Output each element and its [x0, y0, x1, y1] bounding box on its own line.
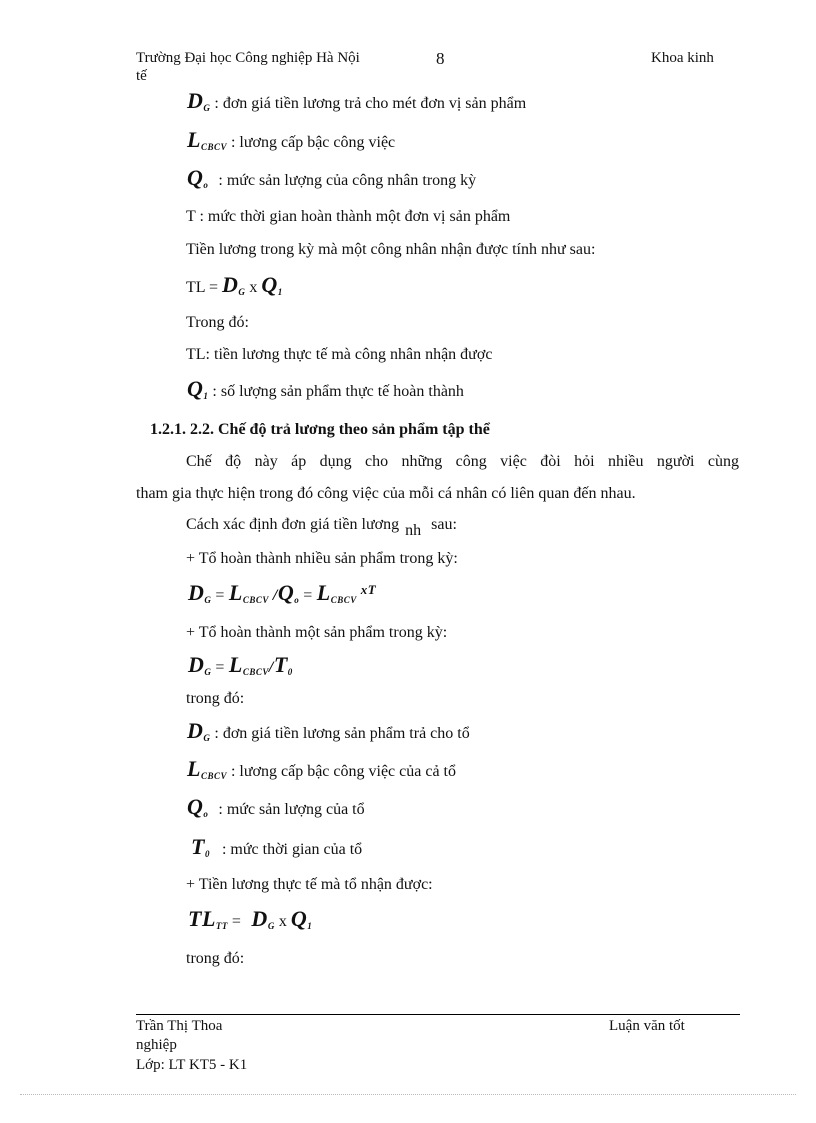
method-intro: [186, 516, 457, 539]
f1-l: $L_{CBCV}$: [228, 580, 269, 605]
case-2: + Tổ hoàn thành một sản phẩm trong kỳ:: [186, 624, 448, 641]
footer-thesis-cont: nghiệp: [136, 1037, 177, 1053]
dg-symbol: $D_G$: [187, 88, 211, 113]
def3-lcbcv-description: : lương cấp bậc công việc của cả tổ: [230, 763, 456, 780]
trong-do-1: Trong đó:: [186, 314, 249, 331]
footer-class: Lớp: LT KT5 - K1: [136, 1057, 248, 1073]
page-number: 8: [436, 49, 445, 68]
formula-1: [188, 580, 376, 606]
section-heading: 1.2.1. 2.2. Chế độ trả lương theo sản phẩm tập thể: [150, 421, 490, 438]
formula-tl-d: $D_G$: [221, 272, 246, 297]
tl-intro: Tiền lương trong kỳ mà một công nhân nhận được tính như sau:: [186, 241, 596, 258]
formula-tl: [186, 272, 283, 298]
f3-eq: =: [231, 913, 242, 930]
def-qo: [187, 165, 476, 191]
header-school: Trường Đại học Công nghiệp Hà Nội: [136, 50, 360, 66]
footer-author: Trần Thị Thoa: [136, 1018, 223, 1034]
formula-3: [188, 906, 312, 932]
f2-slash: /: [268, 659, 274, 676]
f1-l2: $L_{CBCV}$: [316, 580, 357, 605]
def3-lcbcv: [187, 756, 456, 782]
para-line-2: tham gia thực hiện trong đó công việc của mỗi cá nhân có liên quan đến nhau.: [136, 485, 636, 502]
formula-tl-times: x: [249, 279, 258, 296]
method-nh: nh: [405, 522, 422, 539]
def3-lcbcv-symbol: $L_{CBCV}$: [187, 756, 227, 781]
def3-qo-description: : mức sản lượng của tổ: [218, 801, 365, 818]
f1-eq: =: [215, 587, 225, 604]
footer-rule: [136, 1014, 740, 1015]
qo-description: : mức sản lượng của công nhân trong kỳ: [218, 172, 477, 189]
def3-qo-symbol: $Q_o$: [187, 794, 209, 819]
f1-eq2: =: [303, 587, 313, 604]
def3-dg: [187, 718, 470, 744]
trong-do-2: trong đó:: [186, 690, 245, 707]
def3-qo: [187, 794, 365, 820]
formula-2: [188, 652, 293, 678]
q1-description: : số lượng sản phẩm thực tế hoàn thành: [212, 383, 464, 400]
trong-do-3: trong đó:: [186, 950, 245, 967]
header-faculty: Khoa kinh: [651, 50, 714, 66]
method-intro-text: Cách xác định đơn giá tiền lương: [186, 516, 400, 533]
f3-d: $D_G$: [251, 906, 275, 931]
f2-t: $T_0$: [273, 652, 293, 677]
method-sau: sau:: [431, 516, 457, 533]
def-dg: [187, 88, 526, 114]
def-t: T : mức thời gian hoàn thành một đơn vị sản phẩm: [186, 208, 511, 225]
f1-d: $D_G$: [188, 580, 212, 605]
case-1: + Tổ hoàn thành nhiều sản phẩm trong kỳ:: [186, 550, 458, 567]
formula-tl-q: $Q_1$: [261, 272, 283, 297]
q1-symbol: $Q_1$: [187, 376, 209, 401]
f3-q: $Q_1$: [290, 906, 313, 931]
def3-tl-intro: + Tiền lương thực tế mà tổ nhận được:: [186, 876, 433, 893]
f2-eq: =: [215, 659, 225, 676]
lcbcv-description: : lương cấp bậc công việc: [230, 134, 396, 151]
header-faculty-cont: tế: [136, 68, 147, 84]
para-line-1: Chế độ này áp dụng cho những công việc đòi hỏi nhiều người cùng: [186, 453, 739, 470]
def3-t0: [191, 834, 362, 860]
def-tl: TL: tiền lương thực tế mà công nhân nhận được: [186, 346, 493, 363]
def3-t0-description: : mức thời gian của tổ: [221, 841, 363, 858]
def-lcbcv: [187, 127, 395, 153]
f1-q: $Q_o$: [277, 580, 300, 605]
formula-tl-lhs: TL =: [186, 279, 218, 296]
f3-times: x: [278, 913, 287, 930]
qo-symbol: $Q_o$: [187, 165, 209, 190]
def3-dg-symbol: $D_G$: [187, 718, 211, 743]
dg-description: : đơn giá tiền lương trả cho mét đơn vị sản phẩm: [214, 95, 527, 112]
f1-xt: xT: [360, 582, 377, 597]
footer-thesis: Luận văn tốt: [609, 1018, 685, 1034]
def3-dg-description: : đơn giá tiền lương sản phẩm trả cho tổ: [214, 725, 470, 742]
def-q1: [187, 376, 464, 402]
f1-slash: /: [272, 587, 278, 604]
f3-tl: $TL_{TT}$: [188, 906, 228, 931]
f2-d: $D_G$: [188, 652, 212, 677]
f2-l: $L_{CBCV}$: [228, 652, 269, 677]
page-break-dots: [20, 1094, 796, 1095]
def3-t0-symbol: $T_0$: [191, 834, 210, 859]
lcbcv-symbol: $L_{CBCV}$: [187, 127, 227, 152]
